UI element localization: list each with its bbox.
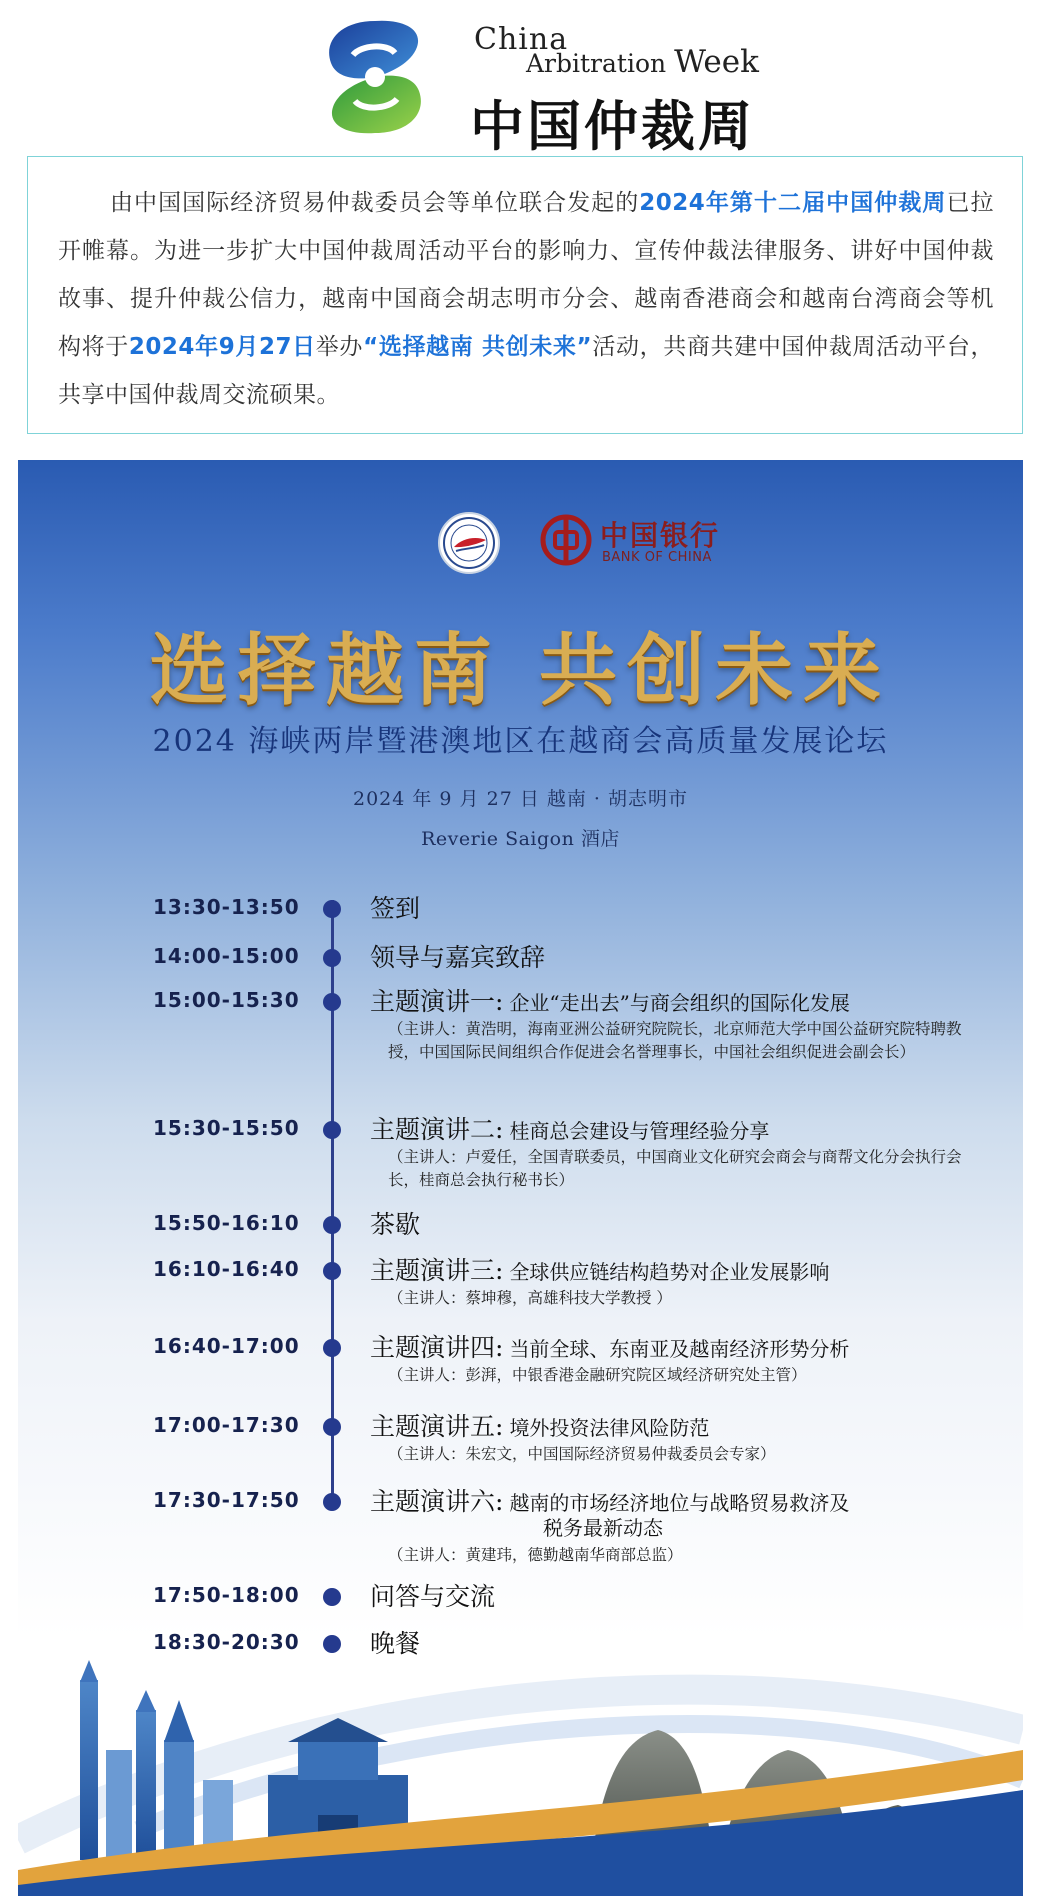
schedule-title: 茶歇 bbox=[370, 1210, 421, 1239]
schedule-title: 晚餐 bbox=[370, 1629, 421, 1658]
schedule-time: 15:50-16:10 bbox=[153, 1211, 300, 1235]
timeline-dot bbox=[323, 1493, 341, 1511]
intro-paragraph: 由中国国际经济贸易仲裁委员会等单位联合发起的2024年第十二届中国仲裁周已拉开帷幕。为进一步扩大中国仲裁周活动平台的影响力、宣传仲裁法律服务、讲好中国仲裁故事、提升仲裁公信力，越南中国商会胡志明市分会、越南香港商会和越南台湾商会等机构将于2024年9月27日举办“选择越南 共创未来”活动，共商共建中国仲裁周活动平台，共享中国仲裁周交流硕果。 bbox=[58, 190, 995, 408]
logo-english-china: China bbox=[474, 22, 569, 57]
highlight-activity-name: “选择越南 共创未来” bbox=[363, 334, 593, 360]
timeline-dot bbox=[323, 993, 341, 1011]
city-landscape-illustration bbox=[18, 1590, 1023, 1896]
schedule-speaker-note: （主讲人：卢爱任，全国青联委员，中国商业文化研究会商会与商帮文化分会执行会长，桂商总会执行秘书长） bbox=[388, 1148, 962, 1189]
timeline-dot bbox=[323, 900, 341, 918]
schedule-topic: 越南的市场经济地位与战略贸易救济及 bbox=[509, 1491, 850, 1515]
schedule-title: 主题演讲二: 桂商总会建设与管理经验分享 bbox=[370, 1115, 770, 1144]
schedule-title: 签到 bbox=[370, 894, 421, 923]
bank-of-china-english: BANK OF CHINA bbox=[602, 550, 712, 565]
schedule-speaker-note: （主讲人：彭湃，中银香港金融研究院区域经济研究处主管） bbox=[388, 1366, 807, 1384]
schedule-time: 16:40-17:00 bbox=[153, 1334, 300, 1358]
schedule-time: 18:30-20:30 bbox=[153, 1630, 300, 1654]
schedule-speaker-note: （主讲人：朱宏文，中国国际经济贸易仲裁委员会专家） bbox=[388, 1445, 776, 1463]
schedule-topic-line2: 税务最新动态 bbox=[543, 1516, 663, 1540]
schedule-time: 16:10-16:40 bbox=[153, 1257, 300, 1281]
schedule-title: 主题演讲一: 企业“走出去”与商会组织的国际化发展 bbox=[370, 987, 850, 1016]
poster-date-location: 2024 年 9 月 27 日 越南 · 胡志明市 bbox=[353, 788, 688, 810]
poster-venue: Reverie Saigon 酒店 bbox=[421, 828, 620, 850]
schedule-speaker-note: （主讲人：蔡坤穆，高雄科技大学教授 ） bbox=[388, 1289, 672, 1307]
timeline-dot bbox=[323, 1418, 341, 1436]
timeline-dot bbox=[323, 1216, 341, 1234]
event-poster bbox=[18, 460, 1023, 1896]
schedule-time: 13:30-13:50 bbox=[153, 895, 300, 919]
china-arbitration-week-logo-icon bbox=[313, 15, 437, 139]
bank-of-china-chinese: 中国银行 bbox=[600, 519, 721, 552]
schedule-topic: 境外投资法律风险防范 bbox=[509, 1416, 710, 1440]
timeline-dot bbox=[323, 1262, 341, 1280]
schedule-topic: 全球供应链结构趋势对企业发展影响 bbox=[509, 1260, 830, 1284]
schedule-time: 17:00-17:30 bbox=[153, 1413, 300, 1437]
highlight-event-name: 2024年第十二届中国仲裁周 bbox=[639, 190, 947, 216]
schedule-topic: 桂商总会建设与管理经验分享 bbox=[509, 1119, 770, 1143]
schedule-speaker-note: （主讲人：黄浩明，海南亚洲公益研究院院长，北京师范大学中国公益研究院特聘教授，中国国际民间组织合作促进会名誉理事长，中国社会组织促进会副会长） bbox=[388, 1020, 962, 1061]
timeline-dot bbox=[323, 1121, 341, 1139]
timeline-dot bbox=[323, 1339, 341, 1357]
schedule-time: 14:00-15:00 bbox=[153, 944, 300, 968]
schedule-time: 15:30-15:50 bbox=[153, 1116, 300, 1140]
schedule-topic: 企业“走出去”与商会组织的国际化发展 bbox=[509, 991, 850, 1015]
intro-box bbox=[27, 156, 1023, 434]
chamber-emblem-icon bbox=[438, 512, 500, 574]
logo-chinese-name: 中国仲裁周 bbox=[470, 94, 755, 158]
schedule-title: 主题演讲五: 境外投资法律风险防范 bbox=[370, 1412, 710, 1441]
poster-subtitle: 2024 海峡两岸暨港澳地区在越商会高质量发展论坛 bbox=[152, 724, 889, 759]
sponsor-logos bbox=[18, 508, 1023, 578]
schedule-title: 领导与嘉宾致辞 bbox=[370, 943, 546, 972]
schedule-title: 问答与交流 bbox=[370, 1582, 496, 1611]
schedule-title: 主题演讲六: 越南的市场经济地位与战略贸易救济及 bbox=[370, 1487, 850, 1516]
timeline-dot bbox=[323, 949, 341, 967]
schedule-time: 17:30-17:50 bbox=[153, 1488, 300, 1512]
schedule-title: 主题演讲四: 当前全球、东南亚及越南经济形势分析 bbox=[370, 1333, 850, 1362]
schedule-topic: 当前全球、东南亚及越南经济形势分析 bbox=[509, 1337, 850, 1361]
poster-title: 选择越南 共创未来 bbox=[149, 625, 892, 716]
bank-of-china-logo-icon bbox=[540, 514, 592, 566]
timeline-line bbox=[331, 900, 334, 1508]
logo-english-arbitration-week: Arbitration Week bbox=[526, 44, 759, 80]
highlight-date: 2024年9月27日 bbox=[128, 334, 316, 360]
schedule-title: 主题演讲三: 全球供应链结构趋势对企业发展影响 bbox=[370, 1256, 830, 1285]
header bbox=[0, 0, 1042, 158]
schedule-time: 15:00-15:30 bbox=[153, 988, 300, 1012]
schedule-speaker-note: （主讲人：黄建玮，德勤越南华商部总监） bbox=[388, 1546, 683, 1564]
schedule-time: 17:50-18:00 bbox=[153, 1583, 300, 1607]
